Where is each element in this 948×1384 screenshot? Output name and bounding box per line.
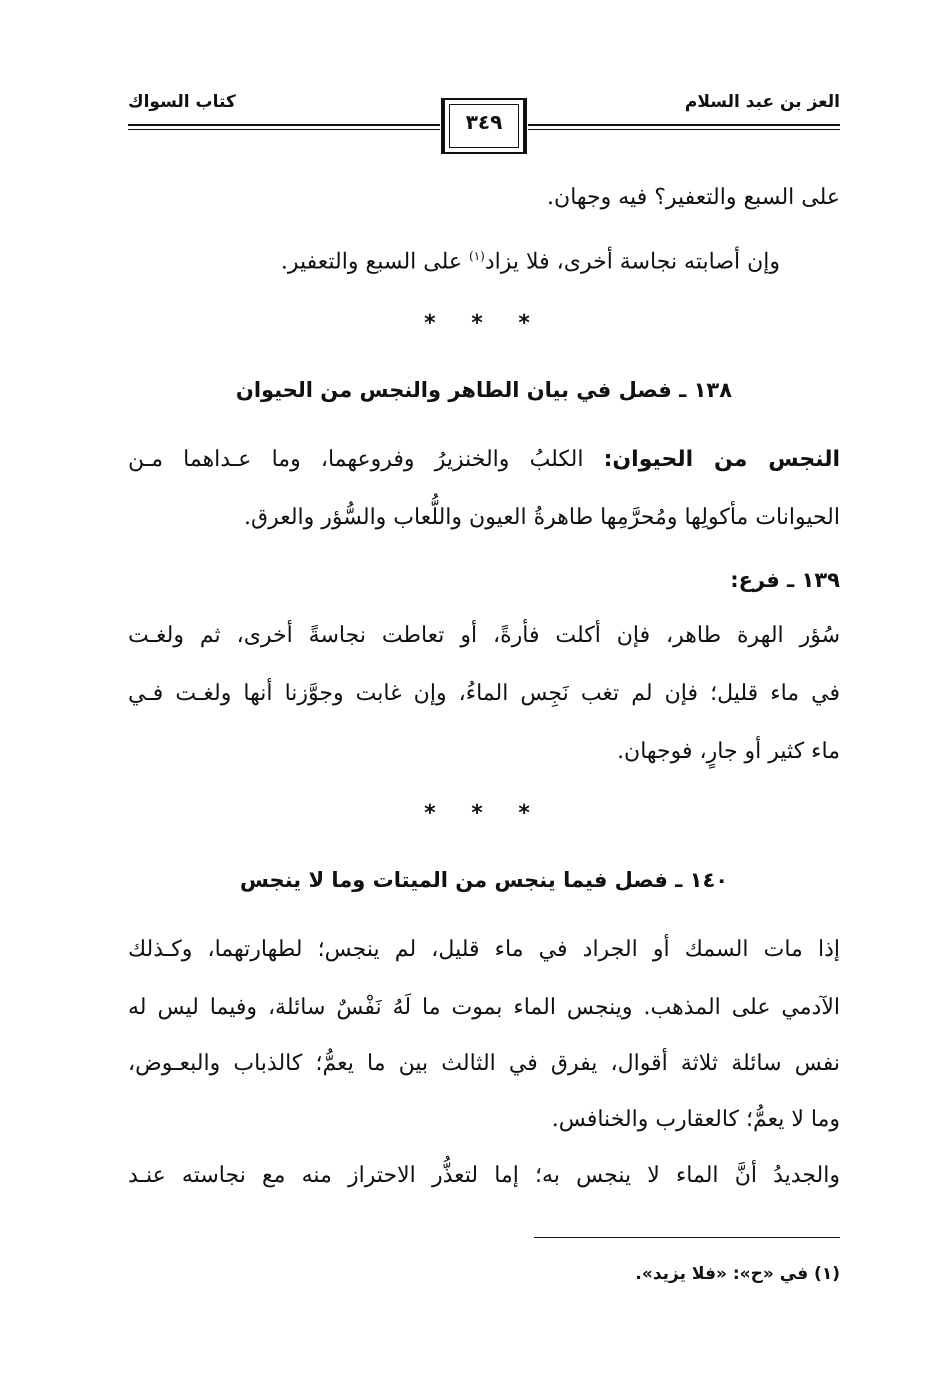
bold-lead: النجس من الحيوان: [603, 447, 840, 472]
text-span: الكلبُ والخنزيرُ وفروعهما، وما عـداهما مـن [128, 447, 604, 472]
text-span: على السبع والتعفير. [280, 249, 470, 275]
text-line: على السبع والتعفير؟ فيه وجهان. [547, 185, 840, 210]
text-line: إذا مات السمك أو الجراد في ماء قليل، لم ينجس؛ لطهارتهما، وكـذلك [128, 937, 840, 962]
text-line: وما لا يعمُّ؛ كالعقارب والخنافس. [551, 1107, 840, 1132]
text-line: الآدمي على المذهب. وينجس الماء بموت ما لَهُ نَفْسٌ سائلة، وفيما ليس له [128, 995, 840, 1020]
footnote-ref: (١) [469, 249, 485, 263]
header-rule-left-thin [128, 129, 440, 130]
section-heading-138: ١٣٨ ـ فصل في بيان الطاهر والنجس من الحيوان [235, 378, 733, 402]
text-line [281, 240, 780, 278]
footnote-rule [534, 1237, 840, 1238]
text-line: ماء كثير أو جارٍ، فوجهان. [617, 739, 840, 764]
running-header-book: كتاب السواك [128, 92, 236, 112]
text-line: نفس سائلة ثلاثة أقوال، يفرق في الثالث بين ما يعمُّ؛ كالذباب والبعـوض، [128, 1051, 840, 1076]
text-line: والجديدُ أنَّ الماء لا ينجس به؛ إما لتعذُّر الاحتراز منه مع نجاسته عنـد [128, 1163, 840, 1188]
page-number-frame [441, 98, 527, 154]
text-line [128, 444, 840, 476]
section-divider-stars: * * * [424, 311, 544, 336]
header-rule-left [128, 124, 440, 126]
header-rule-right-thin [528, 129, 840, 130]
page-number: ٣٤٩ [465, 110, 503, 134]
running-header-author: العز بن عبد السلام [684, 92, 840, 112]
footnote: (١) في «ح»: «فلا يزيد». [635, 1264, 840, 1284]
subsection-heading-139: ١٣٩ ـ فرع: [730, 568, 840, 592]
section-divider-stars: * * * [424, 801, 544, 826]
text-line: الحيوانات مأكولِها ومُحرَّمِها طاهرةُ العيون واللُّعاب والسُّؤر والعرق. [244, 505, 840, 530]
text-line: في ماء قليل؛ فإن لم تغب نَجِس الماءُ، وإن غابت وجوَّزنا أنها ولغـت فـي [128, 681, 840, 706]
text-span: وإن أصابته نجاسة أخرى، فلا يزاد [484, 249, 780, 275]
text-line: سُؤر الهرة طاهر، فإن أكلت فأرةً، أو تعاطت نجاسةً أخرى، ثم ولغـت [128, 623, 840, 648]
section-heading-140: ١٤٠ ـ فصل فيما ينجس من الميتات وما لا ينجس [239, 868, 729, 892]
header-rule-right [528, 124, 840, 126]
